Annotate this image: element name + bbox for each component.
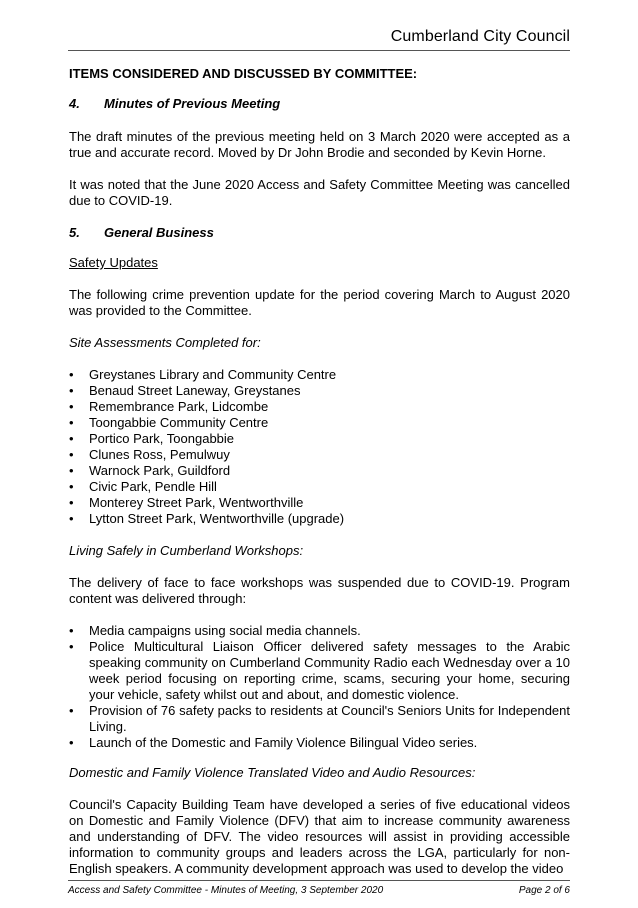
list-item: • Remembrance Park, Lidcombe — [69, 399, 269, 414]
bullet-icon: • — [69, 383, 74, 398]
list-item: • Provision of 76 safety packs to residents at Council's Seniors Units for Independent Living. — [69, 703, 570, 734]
bullet-icon: • — [69, 367, 74, 382]
list-item: • Police Multicultural Liaison Officer delivered safety messages to the Arabic speaking community on Cumberland Community Radio each Wednesday over a 10 week period focusing on reporting crime, scams, securing your home, securing your vehicle, safety whilst out and about, and domestic violence. — [69, 639, 570, 702]
list-item: • Portico Park, Toongabbie — [69, 431, 235, 446]
bullet-icon: • — [69, 415, 74, 430]
bullet-icon: • — [69, 623, 74, 638]
section-4-number: 4. — [69, 96, 80, 111]
section-5-number: 5. — [69, 225, 80, 240]
footer-page-number: Page 2 of 6 — [518, 885, 570, 896]
bullet-icon: • — [69, 735, 74, 750]
dfv-heading: Domestic and Family Violence Translated Video and Audio Resources: — [69, 765, 476, 780]
list-item: • Warnock Park, Guildford — [69, 463, 231, 478]
list-item: • Lytton Street Park, Wentworthville (upgrade) — [69, 511, 345, 526]
site-assessments-heading: Site Assessments Completed for: — [69, 335, 261, 350]
bullet-icon: • — [69, 511, 74, 526]
bullet-icon: • — [69, 495, 74, 510]
bullet-icon: • — [69, 447, 74, 462]
workshops-intro: The delivery of face to face workshops was suspended due to COVID-19. Program content was delivered through: — [69, 575, 570, 606]
list-item: • Launch of the Domestic and Family Violence Bilingual Video series. — [69, 735, 478, 750]
section-4-para-1: The draft minutes of the previous meeting held on 3 March 2020 were accepted as a true and accurate record. Moved by Dr John Brodie and seconded by Kevin Horne. — [69, 129, 570, 160]
section-5-title: General Business — [104, 225, 214, 240]
site-assessments-list — [69, 367, 570, 527]
bullet-icon: • — [69, 399, 74, 414]
safety-updates-intro: The following crime prevention update for the period covering March to August 2020 was provided to the Committee. — [69, 287, 570, 318]
header-organisation: Cumberland City Council — [390, 28, 570, 45]
footer — [68, 885, 570, 896]
section-5-heading — [69, 225, 570, 241]
footer-meeting-title: Access and Safety Committee - Minutes of Meeting, 3 September 2020 — [68, 885, 384, 896]
section-4-title: Minutes of Previous Meeting — [104, 96, 281, 111]
list-item: • Toongabbie Community Centre — [69, 415, 269, 430]
section-4-para-2: It was noted that the June 2020 Access and Safety Committee Meeting was cancelled due to COVID-19. — [69, 177, 570, 208]
bullet-icon: • — [69, 703, 74, 718]
items-heading: ITEMS CONSIDERED AND DISCUSSED BY COMMITTEE: — [69, 66, 418, 81]
workshops-heading: Living Safely in Cumberland Workshops: — [69, 543, 304, 558]
bullet-icon: • — [69, 463, 74, 478]
workshops-list — [69, 623, 570, 751]
list-item: • Greystanes Library and Community Centre — [69, 367, 337, 382]
bullet-icon: • — [69, 639, 74, 654]
list-item: • Civic Park, Pendle Hill — [69, 479, 217, 494]
list-item: • Monterey Street Park, Wentworthville — [69, 495, 304, 510]
bullet-icon: • — [69, 479, 74, 494]
list-item: • Media campaigns using social media channels. — [69, 623, 361, 638]
bullet-icon: • — [69, 431, 74, 446]
header-divider — [68, 50, 570, 51]
dfv-paragraph: Council's Capacity Building Team have developed a series of five educational videos on Domestic and Family Violence (DFV) that aim to increase community awareness and understanding of DFV. The video resources will assist in providing accessible information to community groups and leaders across the LGA, particularly for non-English speakers. A community development approach was used to develop the video — [69, 797, 570, 876]
section-4-heading — [69, 96, 570, 112]
list-item: • Benaud Street Laneway, Greystanes — [69, 383, 301, 398]
document-body — [69, 66, 570, 877]
footer-divider — [68, 880, 570, 881]
safety-updates-heading: Safety Updates — [69, 255, 158, 270]
list-item: • Clunes Ross, Pemulwuy — [69, 447, 230, 462]
